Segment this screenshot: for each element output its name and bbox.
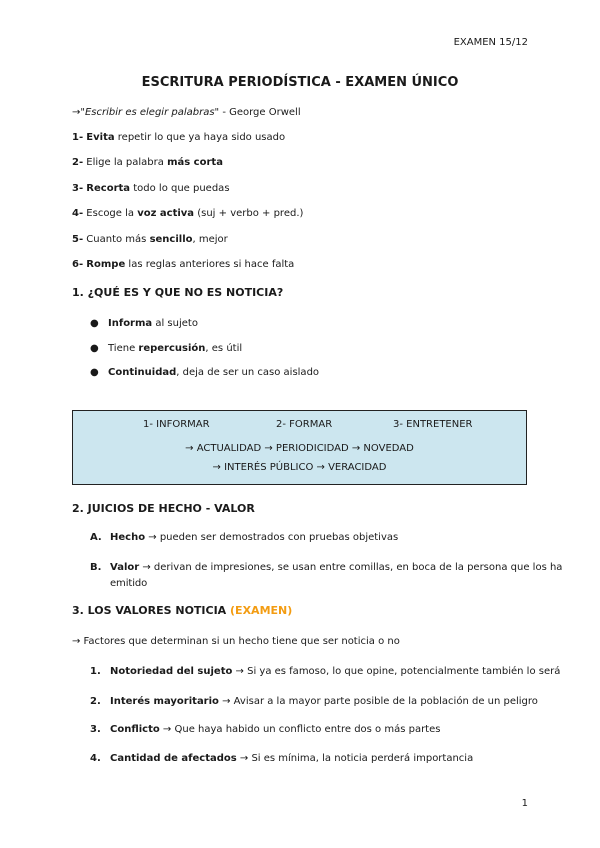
- function-formar: 2- FORMAR: [276, 419, 333, 430]
- rule-text: todo lo que puedas: [130, 183, 230, 194]
- section-2-heading: 2. JUICIOS DE HECHO - VALOR: [72, 502, 255, 515]
- rule-number: 4-: [72, 208, 84, 219]
- bullet-text: , es útil: [205, 343, 243, 354]
- bullet-item: [90, 367, 319, 378]
- rule-keyword: más corta: [167, 157, 223, 168]
- list-item: [0, 724, 600, 738]
- list-marker: 1.: [90, 666, 101, 677]
- rule-1: [72, 132, 285, 143]
- list-keyword: Hecho: [110, 532, 146, 543]
- bullet-item: [90, 318, 198, 329]
- section-3-title: 3. LOS VALORES NOTICIA: [72, 604, 231, 617]
- list-item: [0, 666, 600, 680]
- rule-keyword: Recorta: [86, 183, 131, 194]
- list-item: [0, 532, 600, 546]
- list-item: [0, 753, 600, 767]
- section-3-heading: [72, 604, 292, 617]
- list-keyword: Valor: [110, 562, 140, 573]
- function-informar: 1- INFORMAR: [143, 419, 210, 430]
- rule-text: Escoge la: [83, 208, 138, 219]
- header-label: EXAMEN 15/12: [453, 37, 528, 48]
- rule-number: 6-: [72, 259, 84, 270]
- rule-number: 5-: [72, 234, 84, 245]
- rule-text: Elige la palabra: [83, 157, 168, 168]
- list-marker: 2.: [90, 696, 101, 707]
- rule-number: 2-: [72, 157, 84, 168]
- list-item: [0, 562, 600, 576]
- section-3-intro: → Factores que determinan si un hecho tiene que ser noticia o no: [72, 636, 400, 647]
- bullet-keyword: repercusión: [138, 343, 206, 354]
- page-title: ESCRITURA PERIODÍSTICA - EXAMEN ÚNICO: [141, 75, 459, 90]
- rule-number: 3-: [72, 183, 84, 194]
- list-marker: A.: [90, 532, 102, 543]
- bullet-icon: ●: [90, 343, 99, 354]
- section-1-heading: 1. ¿QUÉ ES Y QUE NO ES NOTICIA?: [72, 286, 284, 299]
- rule-text: (suj + verbo + pred.): [194, 208, 304, 219]
- bullet-keyword: Informa: [108, 318, 153, 329]
- exam-tag: (EXAMEN): [230, 604, 293, 617]
- rule-2: [72, 157, 223, 168]
- intro-quote: "Escribir es elegir palabras": [80, 107, 220, 118]
- rule-6: [72, 259, 294, 270]
- bullet-text: Tiene: [108, 343, 139, 354]
- list-marker: 4.: [90, 753, 101, 764]
- list-marker: B.: [90, 562, 102, 573]
- bullet-text: al sujeto: [152, 318, 198, 329]
- page-number: 1: [521, 798, 528, 809]
- rule-number: 1-: [72, 132, 84, 143]
- list-item: [0, 696, 600, 710]
- list-text: → derivan de impresiones, se usan entre comillas, en boca de la persona que los ha: [139, 562, 563, 573]
- list-text: → pueden ser demostrados con pruebas objetivas: [145, 532, 399, 543]
- rule-keyword: voz activa: [137, 208, 195, 219]
- intro-quote-line: [72, 107, 301, 118]
- list-keyword: Notoriedad del sujeto: [110, 666, 233, 677]
- list-text: → Avisar a la mayor parte posible de la población de un peligro: [218, 696, 538, 707]
- bullet-text: , deja de ser un caso aislado: [176, 367, 320, 378]
- rule-5: [72, 234, 228, 245]
- rule-4: [72, 208, 303, 219]
- criteria-line-2: → INTERÉS PÚBLICO → VERACIDAD: [212, 462, 387, 473]
- list-keyword: Cantidad de afectados: [110, 753, 237, 764]
- bullet-icon: ●: [90, 318, 99, 329]
- list-keyword: Interés mayoritario: [110, 696, 219, 707]
- rule-text: , mejor: [192, 234, 228, 245]
- function-entretener: 3- ENTRETENER: [393, 419, 473, 430]
- list-text-continuation: emitido: [110, 578, 148, 589]
- rule-text: las reglas anteriores si hace falta: [125, 259, 295, 270]
- functions-box: [72, 410, 527, 485]
- criteria-line-1: → ACTUALIDAD → PERIODICIDAD → NOVEDAD: [185, 443, 414, 454]
- rule-3: [72, 183, 230, 194]
- rule-keyword: Evita: [86, 132, 115, 143]
- list-marker: 3.: [90, 724, 101, 735]
- arrow-icon: →: [72, 107, 81, 118]
- bullet-keyword: Continuidad: [108, 367, 177, 378]
- bullet-item: [90, 343, 242, 354]
- list-text: → Que haya habido un conflicto entre dos o más partes: [159, 724, 441, 735]
- list-keyword: Conflicto: [110, 724, 160, 735]
- intro-author: - George Orwell: [219, 107, 301, 118]
- rule-text: repetir lo que ya haya sido usado: [114, 132, 286, 143]
- rule-text: Cuanto más: [83, 234, 150, 245]
- bullet-icon: ●: [90, 367, 99, 378]
- list-text: → Si ya es famoso, lo que opine, potencialmente también lo será: [232, 666, 561, 677]
- list-text: → Si es mínima, la noticia perderá importancia: [236, 753, 474, 764]
- rule-keyword: Rompe: [86, 259, 126, 270]
- rule-keyword: sencillo: [149, 234, 193, 245]
